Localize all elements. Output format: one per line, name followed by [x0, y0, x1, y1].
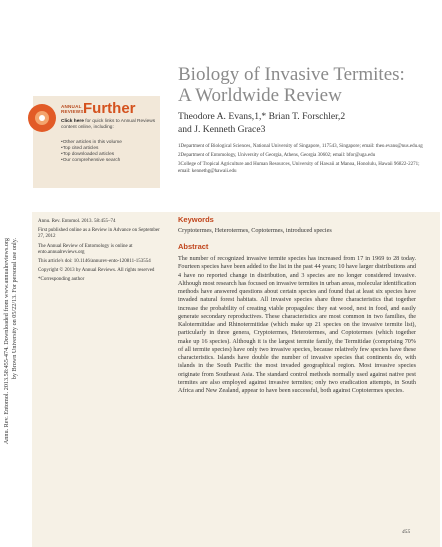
download-note-line1: Annu. Rev. Entomol. 2013.58:455-474. Downloaded from www.annualreviews.org: [3, 238, 10, 445]
click-here-link[interactable]: Click here: [61, 119, 84, 124]
annual-reviews-further-box[interactable]: [33, 96, 160, 188]
published-date: First published online as a Review in Advance on September 27, 2012: [38, 228, 160, 240]
article-metadata: [38, 219, 160, 287]
download-note-line2: by Brown University on 05/22/13. For personal use only.: [11, 238, 18, 380]
journal-note: The Annual Review of Entomology is online at ento.annualreviews.org: [38, 243, 133, 255]
copyright: Copyright © 2013 by Annual Reviews. All rights reserved: [38, 268, 155, 274]
affiliations: [178, 144, 428, 178]
annual-reviews-label: ANNUAL REVIEWS: [61, 104, 84, 114]
title-line-2: A Worldwide Review: [178, 85, 342, 106]
further-description: [61, 119, 156, 131]
keywords-heading: Keywords: [178, 215, 214, 224]
affiliation: 3College of Tropical Agriculture and Human Resources, University of Hawaii at Manoa, Honolulu, Hawaii 96822-2271; email: kennethg@hawaii.edu: [178, 162, 420, 174]
further-link[interactable]: • Other articles in this volume: [61, 140, 156, 146]
authors-line-1: Theodore A. Evans,1,* Brian T. Forschler,2: [178, 111, 346, 122]
further-link[interactable]: • Top downloaded articles: [61, 152, 156, 158]
corresponding-author: *Corresponding author: [38, 277, 85, 283]
further-heading: Further: [83, 100, 136, 117]
click-here-text: for quick links to Annual Reviews content online, including:: [61, 119, 156, 130]
abstract-heading: Abstract: [178, 242, 209, 251]
article-authors: [178, 111, 428, 136]
further-link[interactable]: • Our comprehensive search: [61, 158, 156, 164]
further-link[interactable]: • Top cited articles: [61, 146, 156, 152]
article-title: [178, 64, 428, 106]
affiliation: 2Department of Entomology, University of Georgia, Athens, Georgia 30602; email: bfor@uga.edu: [178, 153, 376, 159]
further-links-list: [61, 140, 156, 164]
download-sidebar: [3, 238, 31, 445]
annual-reviews-logo-icon: [28, 104, 56, 132]
title-line-1: Biology of Invasive Termites:: [178, 64, 405, 85]
keywords: Cryptotermes, Heterotermes, Coptotermes, introduced species: [178, 227, 332, 234]
doi[interactable]: This article's doi: 10.1146/annurev-ento-120811-153554: [38, 259, 151, 265]
citation: Annu. Rev. Entomol. 2013. 58:455–74: [38, 219, 116, 224]
page-number: 455: [402, 529, 411, 535]
abstract-text: The number of recognized invasive termite species has increased from 17 in 1969 to 28 today. Fourteen species have been added to the list in the past 44 years; 10 have larger distributions and 4 have no reported change in distribution, and 3 species are no longer considered invasive. Although most research has focused on invasive termites in urban areas, molecular identification methods have answered questions about certain species and found that at least six species have invaded natural forest habitats. All invasive species share three characteristics that together increase the probability of creating viable propagules: they eat wood, nest in food, and easily generate secondary reproductives. These characteristics are most common in two families, the Kalotermitidae and Rhinotermitidae (which make up 21 species on the invasive termite list), particularly in three genera, Cryptotermes, Heterotermes, and Coptotermes (which together make up 16 species). Although it is the largest termite family, the Termitidae (comprising 70% of all termite species) have only two invasive species, because relatively few species have these characteristics. Islands have double the number of invasive species that continents do, with islands in the South Pacific the most invaded geographical region. Most invasive species originate from Southeast Asia. The standard control methods normally used against native pest termites are also employed against invasive termites; only two eradication attempts, in South Africa and New Zealand, appear to have been successful, both against Coptotermes species.: [178, 256, 416, 394]
authors-line-2: and J. Kenneth Grace3: [178, 123, 266, 135]
affiliation: 1Department of Biological Sciences, National University of Singapore, 117543, Singapore; email: theo.evans@nus.edu.sg: [178, 144, 423, 149]
